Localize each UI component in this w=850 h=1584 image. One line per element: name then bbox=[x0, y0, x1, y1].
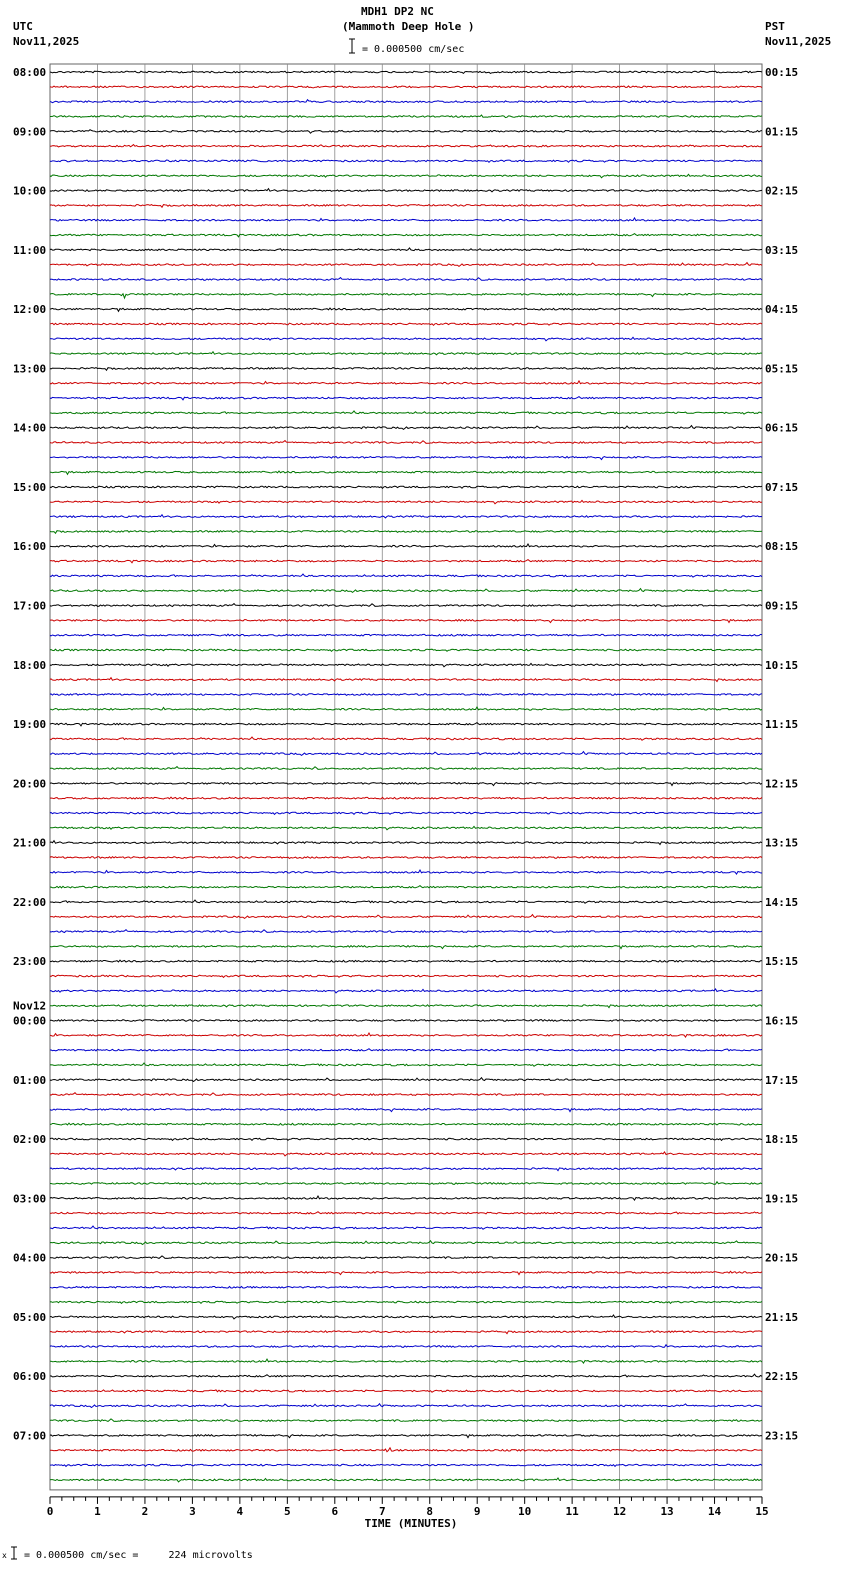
seismic-trace bbox=[50, 1434, 762, 1437]
seismic-trace bbox=[50, 397, 762, 400]
seismic-trace bbox=[50, 694, 762, 696]
pst-hour-label: 16:15 bbox=[765, 1014, 799, 1028]
seismic-trace bbox=[50, 218, 762, 221]
seismic-trace bbox=[50, 678, 762, 682]
seismic-trace bbox=[50, 841, 762, 845]
seismic-trace bbox=[50, 560, 762, 563]
pst-hour-label: 11:15 bbox=[765, 718, 799, 732]
seismic-trace bbox=[50, 323, 762, 325]
seismic-trace bbox=[50, 1419, 762, 1422]
utc-hour-label: 09:00 bbox=[13, 125, 47, 139]
left-timezone: UTC bbox=[13, 20, 33, 33]
pst-hour-label: 01:15 bbox=[765, 125, 799, 139]
x-tick-label: 11 bbox=[565, 1504, 579, 1518]
x-tick-label: 5 bbox=[284, 1504, 291, 1518]
seismic-trace bbox=[50, 1138, 762, 1140]
seismic-trace bbox=[50, 278, 762, 281]
seismic-trace bbox=[50, 723, 762, 726]
seismic-trace bbox=[50, 767, 762, 770]
utc-hour-label: 08:00 bbox=[13, 66, 47, 79]
seismic-trace bbox=[50, 86, 762, 88]
seismic-trace bbox=[50, 381, 762, 384]
seismic-trace bbox=[50, 71, 762, 73]
seismic-trace bbox=[50, 294, 762, 299]
scale-bar-icon bbox=[349, 39, 355, 53]
pst-hour-label: 18:15 bbox=[765, 1133, 799, 1147]
pst-hour-label: 13:15 bbox=[765, 836, 799, 850]
seismic-trace bbox=[50, 1271, 762, 1274]
seismic-trace bbox=[50, 486, 762, 488]
utc-hour-label: 22:00 bbox=[13, 895, 47, 909]
seismic-trace bbox=[50, 1464, 762, 1466]
pst-hour-label: 23:15 bbox=[765, 1429, 799, 1443]
x-tick-label: 15 bbox=[755, 1504, 769, 1518]
seismic-trace bbox=[50, 1093, 762, 1096]
seismic-trace bbox=[50, 900, 762, 903]
pst-hour-label: 05:15 bbox=[765, 362, 799, 376]
seismic-trace bbox=[50, 500, 762, 503]
pst-hour-label: 04:15 bbox=[765, 303, 799, 317]
pst-hour-label: 14:15 bbox=[765, 895, 799, 909]
right-date: Nov11,2025 bbox=[765, 35, 832, 48]
x-tick-label: 2 bbox=[141, 1504, 149, 1518]
seismic-trace bbox=[50, 1478, 762, 1482]
seismic-trace bbox=[50, 946, 762, 949]
seismic-trace bbox=[50, 604, 762, 607]
seismic-trace bbox=[50, 263, 762, 267]
seismic-trace bbox=[50, 989, 762, 993]
x-tick-label: 9 bbox=[473, 1504, 481, 1518]
utc-hour-label: 07:00 bbox=[13, 1429, 47, 1443]
seismic-trace bbox=[50, 115, 762, 118]
utc-hour-label: 02:00 bbox=[13, 1133, 47, 1147]
utc-hour-label: 03:00 bbox=[13, 1192, 47, 1206]
seismic-trace bbox=[50, 620, 762, 623]
seismic-trace bbox=[50, 649, 762, 651]
pst-hour-label: 15:15 bbox=[765, 955, 799, 969]
footer-scale-bar-icon bbox=[11, 1547, 17, 1559]
seismic-trace bbox=[50, 870, 762, 874]
seismic-trace bbox=[50, 1182, 762, 1185]
seismic-trace bbox=[50, 1005, 762, 1008]
seismic-trace bbox=[50, 160, 762, 162]
seismic-trace bbox=[50, 544, 762, 547]
utc-hour-label: 23:00 bbox=[13, 955, 47, 969]
site-title: (Mammoth Deep Hole ) bbox=[342, 20, 475, 33]
seismic-trace bbox=[50, 1020, 762, 1022]
x-tick-label: 4 bbox=[236, 1504, 244, 1518]
utc-hour-label: 12:00 bbox=[13, 303, 47, 317]
footer-scale-note: = 0.000500 cm/sec = 224 microvolts bbox=[24, 1550, 253, 1561]
scale-label: = 0.000500 cm/sec bbox=[362, 44, 465, 55]
x-tick-label: 13 bbox=[660, 1504, 674, 1518]
seismic-trace bbox=[50, 352, 762, 355]
seismic-trace bbox=[50, 752, 762, 756]
pst-hour-label: 02:15 bbox=[765, 184, 799, 198]
seismic-trace bbox=[50, 189, 762, 192]
pst-hour-label: 22:15 bbox=[765, 1370, 799, 1384]
seismic-trace bbox=[50, 930, 762, 933]
x-tick-label: 0 bbox=[46, 1504, 54, 1518]
seismic-trace bbox=[50, 1315, 762, 1319]
seismic-trace bbox=[50, 426, 762, 430]
seismic-trace bbox=[50, 1226, 762, 1229]
x-tick-label: 7 bbox=[378, 1504, 386, 1518]
seismic-trace bbox=[50, 515, 762, 518]
pst-hour-label: 00:15 bbox=[765, 66, 799, 79]
x-axis-title: TIME (MINUTES) bbox=[364, 1516, 458, 1530]
seismic-trace bbox=[50, 1241, 762, 1245]
seismic-trace bbox=[50, 145, 762, 147]
seismic-trace bbox=[50, 915, 762, 919]
x-tick-label: 14 bbox=[707, 1504, 722, 1518]
x-tick-label: 12 bbox=[612, 1504, 627, 1518]
date-change-label: Nov12 bbox=[13, 999, 47, 1013]
seismic-trace bbox=[50, 663, 762, 666]
utc-hour-label: 06:00 bbox=[13, 1370, 47, 1384]
x-tick-label: 8 bbox=[426, 1504, 434, 1518]
utc-hour-label: 10:00 bbox=[13, 184, 47, 198]
seismic-trace bbox=[50, 797, 762, 799]
seismic-trace bbox=[50, 589, 762, 593]
seismic-trace bbox=[50, 308, 762, 311]
seismic-trace bbox=[50, 707, 762, 710]
seismic-trace bbox=[50, 1078, 762, 1082]
seismic-trace bbox=[50, 130, 762, 134]
pst-hour-label: 12:15 bbox=[765, 777, 799, 791]
seismic-trace bbox=[50, 1345, 762, 1348]
seismic-trace bbox=[50, 1374, 762, 1377]
utc-hour-label: 20:00 bbox=[13, 777, 47, 791]
utc-hour-label: 19:00 bbox=[13, 718, 47, 732]
utc-hour-label: 15:00 bbox=[13, 480, 47, 494]
utc-hour-label: 01:00 bbox=[13, 1073, 47, 1087]
seismic-trace bbox=[50, 886, 762, 888]
seismic-trace bbox=[50, 1359, 762, 1363]
pst-hour-label: 20:15 bbox=[765, 1251, 799, 1265]
seismic-trace bbox=[50, 368, 762, 371]
seismic-trace bbox=[50, 1448, 762, 1452]
utc-hour-label: 11:00 bbox=[13, 243, 47, 257]
seismic-trace bbox=[50, 411, 762, 414]
seismic-trace bbox=[50, 1033, 762, 1037]
pst-hour-label: 19:15 bbox=[765, 1192, 799, 1206]
utc-hour-label: 13:00 bbox=[13, 362, 47, 376]
x-tick-label: 6 bbox=[331, 1504, 339, 1518]
left-date: Nov11,2025 bbox=[13, 35, 80, 48]
x-tick-label: 1 bbox=[94, 1504, 101, 1518]
station-title: MDH1 DP2 NC bbox=[361, 5, 434, 18]
seismic-trace bbox=[50, 1404, 762, 1408]
utc-hour-label: 04:00 bbox=[13, 1251, 47, 1265]
seismic-trace bbox=[50, 471, 762, 474]
seismic-trace bbox=[50, 1063, 762, 1066]
seismic-trace bbox=[50, 1212, 762, 1214]
seismic-trace bbox=[50, 1109, 762, 1112]
utc-hour-label: 21:00 bbox=[13, 836, 47, 850]
pst-hour-label: 03:15 bbox=[765, 243, 799, 257]
plot-frame bbox=[50, 64, 762, 1490]
pst-hour-label: 07:15 bbox=[765, 480, 799, 494]
seismic-trace bbox=[50, 737, 762, 740]
x-tick-label: 10 bbox=[518, 1504, 532, 1518]
seismic-trace bbox=[50, 634, 762, 636]
seismic-trace bbox=[50, 531, 762, 534]
seismic-trace bbox=[50, 960, 762, 962]
seismic-trace bbox=[50, 174, 762, 178]
seismic-trace bbox=[50, 857, 762, 859]
pst-hour-label: 10:15 bbox=[765, 658, 799, 672]
seismic-trace bbox=[50, 205, 762, 208]
seismic-trace bbox=[50, 441, 762, 444]
seismic-trace bbox=[50, 1256, 762, 1259]
seismic-trace bbox=[50, 1168, 762, 1171]
utc-hour-label: 00:00 bbox=[13, 1014, 47, 1028]
seismic-trace bbox=[50, 574, 762, 577]
utc-hour-label: 16:00 bbox=[13, 540, 47, 554]
seismic-trace bbox=[50, 1123, 762, 1125]
right-timezone: PST bbox=[765, 20, 785, 33]
seismic-trace bbox=[50, 1390, 762, 1392]
seismic-trace bbox=[50, 337, 762, 341]
seismic-trace bbox=[50, 1196, 762, 1200]
seismic-trace bbox=[50, 812, 762, 814]
seismic-trace bbox=[50, 234, 762, 237]
pst-hour-label: 21:15 bbox=[765, 1310, 799, 1324]
seismic-trace bbox=[50, 1331, 762, 1334]
seismic-trace bbox=[50, 826, 762, 829]
pst-hour-label: 09:15 bbox=[765, 599, 799, 613]
pst-hour-label: 06:15 bbox=[765, 421, 799, 435]
seismic-trace bbox=[50, 1301, 762, 1303]
seismic-trace bbox=[50, 783, 762, 786]
x-tick-label: 3 bbox=[189, 1504, 196, 1518]
utc-hour-label: 17:00 bbox=[13, 599, 47, 613]
seismic-trace bbox=[50, 1152, 762, 1156]
seismic-trace bbox=[50, 248, 762, 251]
footer-mark: x bbox=[2, 1551, 7, 1560]
pst-hour-label: 08:15 bbox=[765, 540, 799, 554]
utc-hour-label: 18:00 bbox=[13, 658, 47, 672]
seismic-trace bbox=[50, 975, 762, 977]
seismic-trace bbox=[50, 457, 762, 460]
seismic-trace bbox=[50, 100, 762, 103]
seismic-trace bbox=[50, 1049, 762, 1051]
seismic-trace bbox=[50, 1287, 762, 1289]
pst-hour-label: 17:15 bbox=[765, 1073, 799, 1087]
utc-hour-label: 05:00 bbox=[13, 1310, 47, 1324]
utc-hour-label: 14:00 bbox=[13, 421, 47, 435]
